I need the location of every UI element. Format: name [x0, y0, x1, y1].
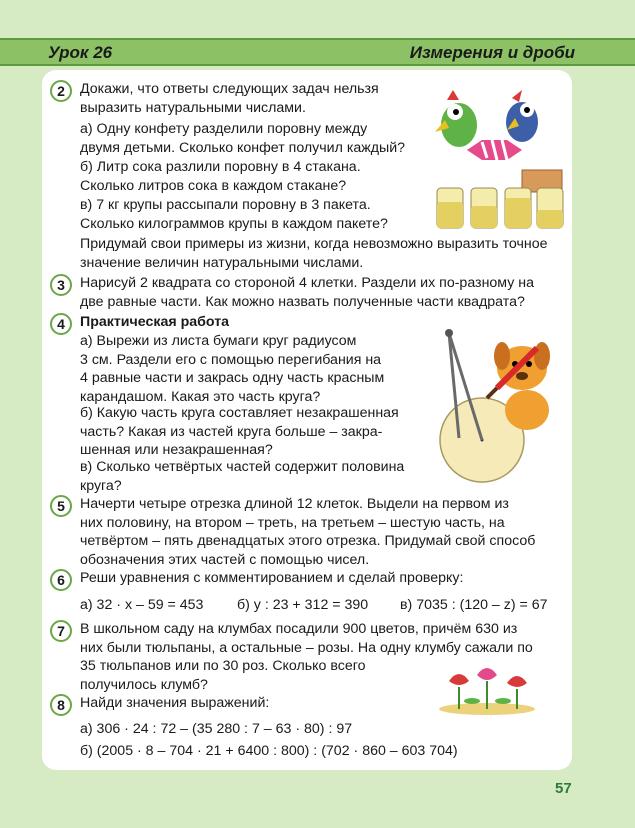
- task-title: Практическая работа: [80, 314, 230, 330]
- task-number: 4: [50, 313, 72, 335]
- task-text: Найди значения выражений:: [80, 695, 270, 711]
- expression-b: б) (2005 · 8 – 704 · 21 + 6400 : 800) : (702 · 860 – 603 704): [80, 743, 458, 759]
- parrots-candy-illustration: [427, 90, 567, 240]
- task-item-a: а) Вырежи из листа бумаги круг радиусом 3 см. Раздели его с помощью перегибания на 4 равные части и закрась одну часть красным карандашом. Какая это часть круга?: [80, 333, 385, 405]
- task-number: 7: [50, 620, 72, 642]
- task-item-c: в) Сколько четвёртых частей содержит половина круга?: [80, 459, 405, 494]
- task-item-c: в) 7 кг крупы рассыпали поровну в 3 пакета. Сколько килограммов крупы в каждом пакете?: [80, 197, 388, 232]
- task-text: В школьном саду на клумбах посадили 900 цветов, причём 630 из них были тюльпаны, а остальные – розы. На одну клумбу сажали по 35 тюльпанов или по 30 роз. Сколько всего получилось клумб?: [80, 621, 533, 693]
- task-number: 3: [50, 274, 72, 296]
- content-card: [42, 70, 572, 770]
- lesson-topic: Измерения и дроби: [409, 43, 575, 62]
- task-text: Начерти четыре отрезка длиной 12 клеток. Выдели на первом из них половину, на втором – треть, на третьем – шестую часть, на четвёртом – пять двенадцатых этого отрезка. Придумай свой способ обозначения этих частей с помощью чисел.: [80, 496, 536, 568]
- task-text: Докажи, что ответы следующих задач нельзя выразить натуральными числами.: [80, 81, 379, 116]
- lesson-number: Урок 26: [48, 43, 113, 62]
- flowers-illustration: [437, 665, 537, 715]
- dog-compass-illustration: [427, 328, 567, 483]
- task-item-b: б) Какую часть круга составляет незакрашенная часть? Какая из частей круга больше – закра- шенная или незакрашенная?: [80, 405, 399, 458]
- equation-c: в) 7035 : (120 – z) = 67: [400, 597, 548, 613]
- equation-a: а) 32 · x – 59 = 453: [80, 597, 204, 613]
- task-text: Нарисуй 2 квадрата со стороной 4 клетки. Раздели их по-разному на две равные части. Как можно назвать полученные части квадрата?: [80, 275, 534, 310]
- task-number: 8: [50, 694, 72, 716]
- task-conclusion: Придумай свои примеры из жизни, когда невозможно выразить точное значение величин натуральными числами.: [80, 236, 548, 271]
- task-number: 2: [50, 80, 72, 102]
- equation-b: б) y : 23 + 312 = 390: [237, 597, 369, 613]
- task-text: Реши уравнения с комментированием и сделай проверку:: [80, 570, 464, 586]
- task-item-b: б) Литр сока разлили поровну в 4 стакана. Сколько литров сока в каждом стакане?: [80, 159, 361, 194]
- page-number: 57: [555, 780, 572, 797]
- task-number: 5: [50, 495, 72, 517]
- task-number: 6: [50, 569, 72, 591]
- task-item-a: а) Одну конфету разделили поровну между двумя детьми. Сколько конфет получил каждый?: [80, 121, 406, 156]
- lesson-header: [0, 38, 635, 66]
- expression-a: а) 306 · 24 : 72 – (35 280 : 7 – 63 · 80) : 97: [80, 721, 353, 737]
